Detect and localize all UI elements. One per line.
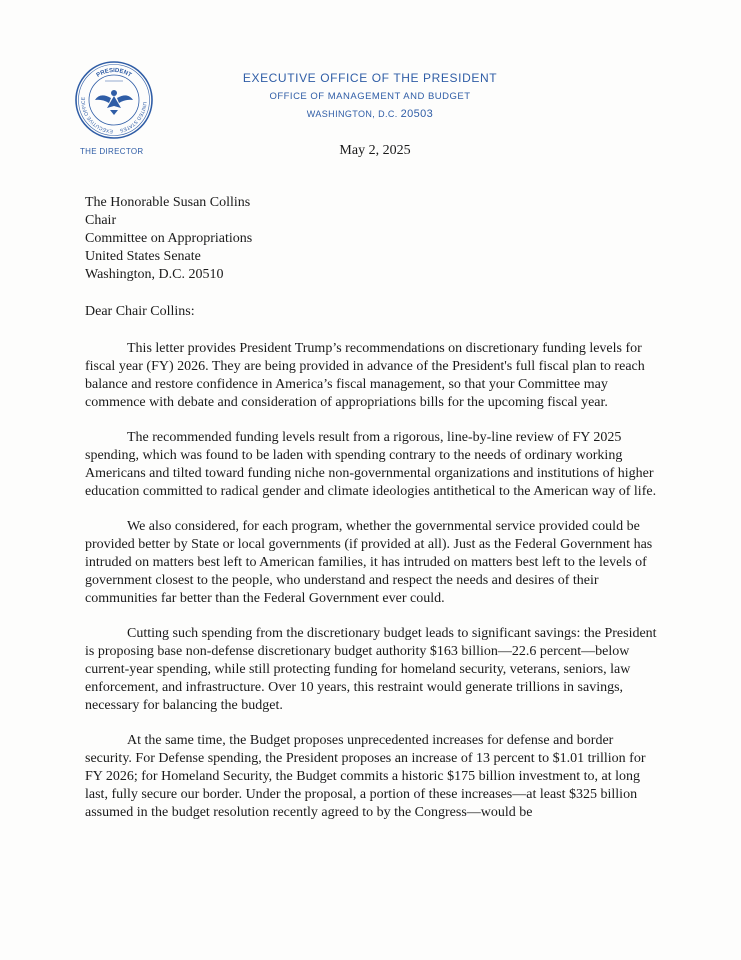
- letterhead-agency: OFFICE OF MANAGEMENT AND BUDGET: [269, 91, 471, 102]
- recipient-address: [85, 194, 660, 284]
- director-label: THE DIRECTOR: [80, 147, 144, 156]
- seal-left-text: EXECUTIVE OFFICE: [80, 96, 114, 134]
- svg-text:UNITED STATES: [119, 101, 148, 133]
- letterhead-office: EXECUTIVE OFFICE OF THE PRESIDENT: [242, 71, 498, 85]
- recipient-title: Chair: [85, 213, 117, 228]
- paragraph: Cutting such spending from the discretionary budget leads to significant savings: the President is proposing base non-defense discretionary budget authority $163 billion—22.6 percent—below current-year spending, while still protecting funding for homeland security, veterans, seniors, law enforcement, and infrastructure. Over 10 years, this restraint would generate trillions in savings, necessary for balancing the budget.: [85, 626, 657, 713]
- paragraph: The recommended funding levels result from a rigorous, line-by-line review of FY 2025 spending, which was found to be laden with spending contrary to the needs of ordinary working Americans and tilted toward funding niche non-governmental organizations and institutions of higher education committed to radical gender and climate ideologies antithetical to the American way of life.: [85, 430, 657, 499]
- paragraph: At the same time, the Budget proposes unprecedented increases for defense and border security. For Defense spending, the President proposes an increase of 13 percent to $1.01 trillion for FY 2026; for Homeland Security, the Budget commits a historic $175 billion investment to, at long last, fully secure our border. Under the proposal, a portion of these increases—at least $325 billion assumed in the budget resolution recently agreed to by the Congress—would be: [85, 733, 646, 820]
- presidential-seal-icon: [74, 60, 154, 140]
- letterhead-zip: 20503: [400, 108, 434, 120]
- paragraph: This letter provides President Trump’s recommendations on discretionary funding levels for fiscal year (FY) 2026. They are being provided in advance of the President's full fiscal plan to reach balance and restore confidence in America’s fiscal management, so that your Committee may commence with debate and consideration of appropriations bills for the upcoming fiscal year.: [85, 341, 645, 410]
- eagle-emblem: [95, 81, 133, 115]
- seal-right-text: UNITED STATES: [119, 101, 148, 134]
- recipient-committee: Committee on Appropriations: [85, 231, 253, 246]
- letter-body: [85, 194, 660, 822]
- paragraph: We also considered, for each program, whether the governmental service provided could be provided better by State or local governments (if provided at all). Just as the Federal Government has intruded on matters best left to American families, it has intruded on matters best left to the levels of government closest to the people, who understand and respect the needs and desires of their communities far better than the Federal Government ever could.: [85, 519, 653, 606]
- recipient-city: Washington, D.C. 20510: [85, 267, 224, 282]
- letterhead-city: WASHINGTON, D.C.: [306, 109, 401, 119]
- recipient-name: The Honorable Susan Collins: [85, 195, 251, 210]
- seal-top-text: PRESIDENT: [95, 67, 133, 79]
- letter-date: May 2, 2025: [339, 143, 411, 158]
- svg-text:PRESIDENT: [96, 68, 133, 79]
- salutation: Dear Chair Collins:: [85, 304, 195, 319]
- letterhead-address: [200, 108, 540, 120]
- recipient-body: United States Senate: [85, 249, 201, 264]
